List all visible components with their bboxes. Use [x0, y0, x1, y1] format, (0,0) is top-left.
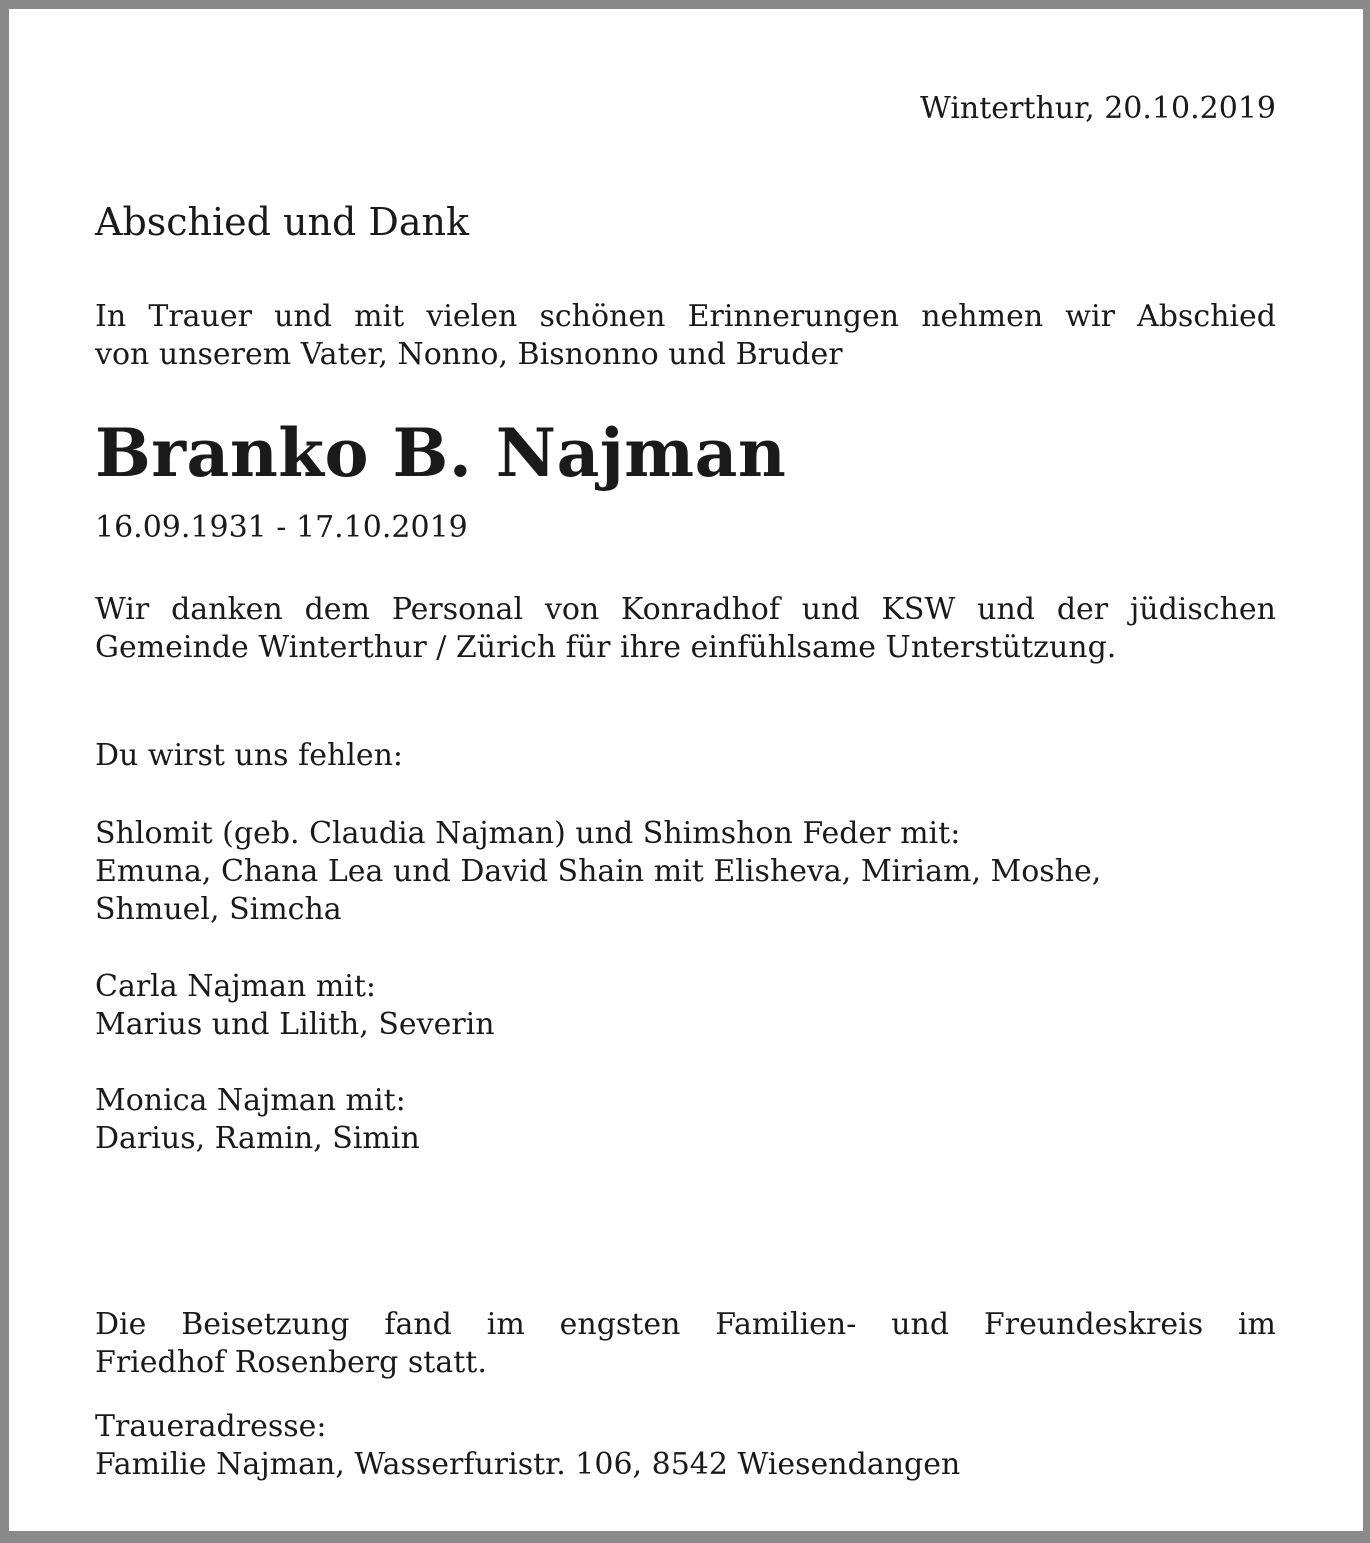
life-dates: 16.09.1931 - 17.10.2019 — [95, 510, 468, 545]
thanks-line: Wir danken dem Personal von Konradhof und KSW und der jüdischen — [95, 592, 1276, 627]
miss-you-line: Du wirst uns fehlen: — [95, 738, 404, 773]
intro-paragraph — [95, 298, 1276, 374]
thanks-line: Gemeinde Winterthur / Zürich für ihre einfühlsame Unterstützung. — [95, 630, 1117, 665]
thanks-paragraph — [95, 591, 1276, 667]
family-line: Shmuel, Simcha — [95, 892, 342, 927]
obituary-content — [95, 9, 1276, 1531]
place-and-date: Winterthur, 20.10.2019 — [920, 91, 1276, 126]
family-line: Marius und Lilith, Severin — [95, 1007, 495, 1042]
burial-paragraph — [95, 1306, 1276, 1382]
family-group — [95, 815, 1276, 929]
obituary-page — [9, 9, 1363, 1531]
address-label: Traueradresse: — [95, 1409, 327, 1444]
family-line: Carla Najman mit: — [95, 969, 377, 1004]
family-line: Shlomit (geb. Claudia Najman) und Shimshon Feder mit: — [95, 816, 961, 851]
family-line: Emuna, Chana Lea und David Shain mit Elisheva, Miriam, Moshe, — [95, 854, 1102, 889]
intro-line: von unserem Vater, Nonno, Bisnonno und Bruder — [95, 337, 843, 372]
mourning-address — [95, 1408, 1276, 1484]
address-value: Familie Najman, Wasserfuristr. 106, 8542 Wiesendangen — [95, 1447, 961, 1482]
burial-line: Die Beisetzung fand im engsten Familien- und Freundeskreis im — [95, 1307, 1276, 1342]
miss-you-block — [95, 737, 1276, 775]
family-line: Darius, Ramin, Simin — [95, 1121, 420, 1156]
intro-line: In Trauer und mit vielen schönen Erinnerungen nehmen wir Abschied — [95, 299, 1276, 334]
life-dates-block — [95, 509, 1276, 547]
obituary-heading: Abschied und Dank — [95, 200, 470, 244]
deceased-name: Branko B. Najman — [95, 414, 787, 492]
burial-line: Friedhof Rosenberg statt. — [95, 1345, 487, 1380]
family-line: Monica Najman mit: — [95, 1083, 406, 1118]
family-group — [95, 968, 1276, 1044]
family-group — [95, 1082, 1276, 1158]
